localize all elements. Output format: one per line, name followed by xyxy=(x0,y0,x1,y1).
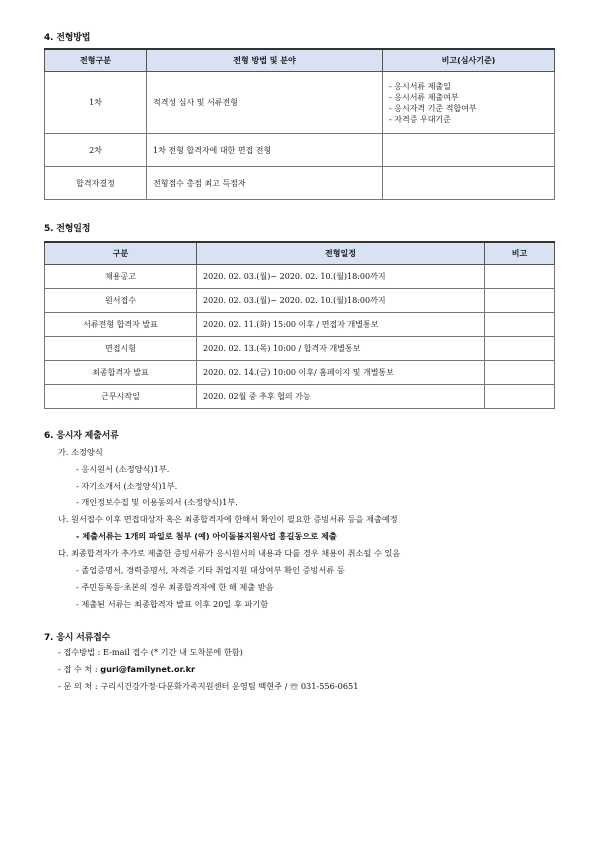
item-cell: 면접시험 xyxy=(45,337,197,361)
schedule-cell: 2020. 02. 14.(금) 10:00 이후/ 홈페이지 및 개별통보 xyxy=(197,361,485,385)
method-cell: 1차 전형 합격자에 대한 면접 전형 xyxy=(147,134,383,167)
table-header-row xyxy=(45,242,555,265)
schedule-cell: 2020. 02. 13.(목) 10:00 / 합격자 개별통보 xyxy=(197,337,485,361)
table-row xyxy=(45,134,555,167)
table-row xyxy=(45,385,555,409)
list-item: - 제출된 서류는 최종합격자 발표 이후 20일 후 파기함 xyxy=(76,599,269,609)
schedule-cell: 2020. 02월 중 추후 협의 가능 xyxy=(197,385,485,409)
list-item: - 주민등록등·초본의 경우 최종합격자에 한 해 제출 받음 xyxy=(76,582,274,592)
section-7-title: 7. 응시 서류접수 xyxy=(44,633,111,643)
item-cell: 채용공고 xyxy=(45,265,197,289)
item-cell: 최종합격자 발표 xyxy=(45,361,197,385)
table-row xyxy=(45,289,555,313)
list-item: - 자격증 우대기준 xyxy=(389,114,451,124)
table-row xyxy=(45,313,555,337)
recipient-email-link[interactable]: guri@familynet.or.kr xyxy=(100,664,196,674)
method-cell: 적격성 심사 및 서류전형 xyxy=(147,72,383,134)
submission-instruction: - 제출서류는 1개의 파일로 첨부 (예) 아이돌봄지원사업 홍길동으로 제출 xyxy=(76,531,337,541)
method-cell: 전형점수 총점 최고 득점자 xyxy=(147,167,383,200)
table-row xyxy=(45,361,555,385)
item-cell: 근무시작일 xyxy=(45,385,197,409)
notes-cell xyxy=(383,72,555,134)
table-row xyxy=(45,72,555,134)
note-cell xyxy=(485,313,555,337)
col-header: 비고 xyxy=(485,242,555,265)
contact-info: - 문 의 처 : 구리시건강가정·다문화가족지원센터 운영팀 백현주 / ☏ 031-556-0651 xyxy=(58,681,359,691)
subsection-c-text: 다. 최종합격자가 추가로 제출한 증빙서류가 응시원서의 내용과 다를 경우 채용이 취소될 수 있음 xyxy=(58,548,401,558)
list-item: - 자기소개서 (소정양식)1부. xyxy=(76,481,178,491)
list-item: - 응시서류 제출여부 xyxy=(389,92,459,102)
stage-cell: 1차 xyxy=(45,72,147,134)
note-cell xyxy=(485,289,555,313)
submission-method: - 접수방법 : E-mail 접수 (* 기간 내 도착분에 한함) xyxy=(58,647,243,657)
section-4-title: 4. 전형방법 xyxy=(44,33,91,43)
stage-cell: 합격자결정 xyxy=(45,167,147,200)
col-header: 구분 xyxy=(45,242,197,265)
subsection-b-text: 나. 원서접수 이후 면접대상자 혹은 최종합격자에 한해서 확인이 필요한 증빙서류 등을 제출예정 xyxy=(58,514,398,524)
section-6-title: 6. 응시자 제출서류 xyxy=(44,431,119,441)
list-item: - 개인정보수집 및 이용동의서 (소정양식)1부. xyxy=(76,497,238,507)
col-header: 전형구분 xyxy=(45,49,147,72)
list-item: - 졸업증명서, 경력증명서, 자격증 기타 취업지원 대상여부 확인 증빙서류 등 xyxy=(76,565,345,575)
list-item: - 응시서류 제출일 xyxy=(389,81,451,91)
schedule-table xyxy=(44,241,555,409)
note-cell xyxy=(485,361,555,385)
stage-cell: 2차 xyxy=(45,134,147,167)
schedule-cell: 2020. 02. 11.(화) 15:00 이후 / 면접자 개별통보 xyxy=(197,313,485,337)
subsection-a-title: 가. 소정양식 xyxy=(58,447,103,457)
section-5-title: 5. 전형일정 xyxy=(44,224,91,234)
notes-cell xyxy=(383,167,555,200)
table-row xyxy=(45,265,555,289)
recipient-line xyxy=(58,664,195,675)
col-header: 비고(심사기준) xyxy=(383,49,555,72)
table-header-row xyxy=(45,49,555,72)
recipient-label: - 접 수 처 : xyxy=(58,664,101,674)
col-header: 전형 방법 및 분야 xyxy=(147,49,383,72)
notes-cell xyxy=(383,134,555,167)
list-item: - 응시원서 (소정양식)1부. xyxy=(76,464,170,474)
note-cell xyxy=(485,385,555,409)
table-row xyxy=(45,167,555,200)
schedule-cell: 2020. 02. 03.(월)~ 2020. 02. 10.(월)18:00까지 xyxy=(197,265,485,289)
item-cell: 원서접수 xyxy=(45,289,197,313)
item-cell: 서류전형 합격자 발표 xyxy=(45,313,197,337)
table-row xyxy=(45,337,555,361)
note-cell xyxy=(485,337,555,361)
schedule-cell: 2020. 02. 03.(월)~ 2020. 02. 10.(월)18:00까지 xyxy=(197,289,485,313)
list-item: - 응시자격 기준 적합여부 xyxy=(389,103,477,113)
note-cell xyxy=(485,265,555,289)
col-header: 전형일정 xyxy=(197,242,485,265)
selection-method-table xyxy=(44,48,555,200)
criteria-list xyxy=(389,81,548,125)
